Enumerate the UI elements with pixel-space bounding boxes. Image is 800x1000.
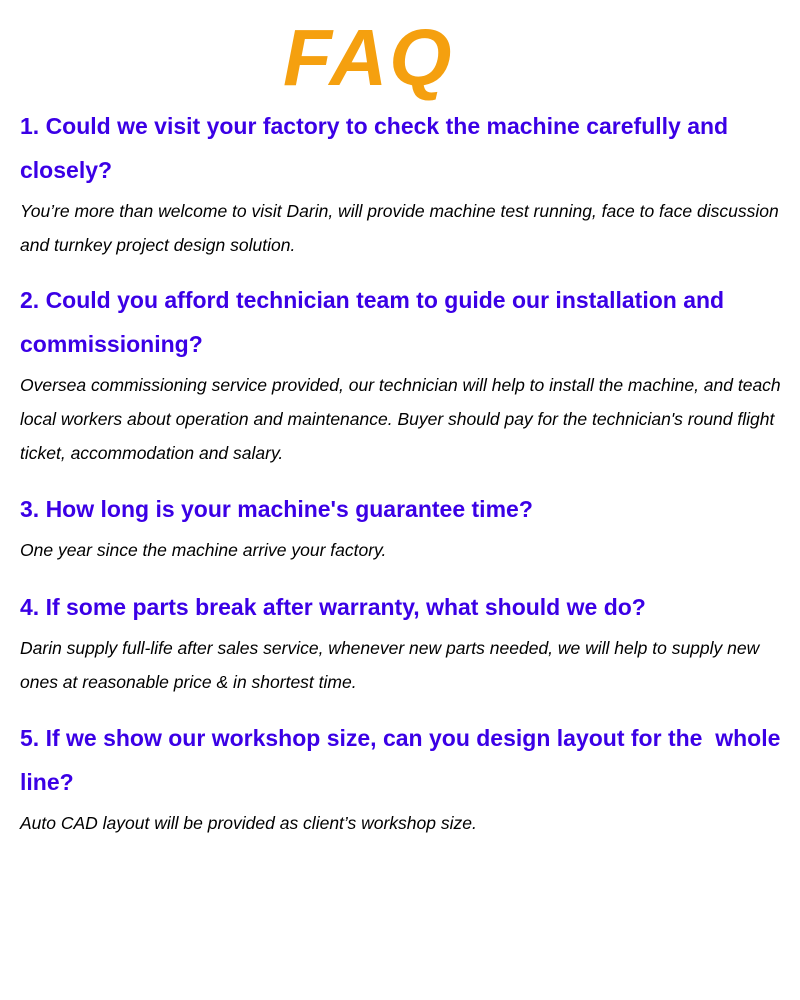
faq-answer-1: You’re more than welcome to visit Darin, will provide machine test running, face to face discussion and turnkey project design solution. bbox=[20, 201, 779, 255]
faq-answer-5: Auto CAD layout will be provided as client’s workshop size. bbox=[20, 813, 477, 833]
faq-answer-3: One year since the machine arrive your factory. bbox=[20, 540, 387, 560]
faq-question-2: 2. Could you afford technician team to guide our installation and commissioning? bbox=[20, 287, 737, 357]
faq-item-1 bbox=[20, 104, 795, 262]
faq-item-3 bbox=[20, 487, 795, 567]
faq-question-4: 4. If some parts break after warranty, what should we do? bbox=[20, 594, 646, 620]
faq-item-5 bbox=[20, 716, 795, 840]
faq-question-5: 5. If we show our workshop size, can you design layout for the whole line? bbox=[20, 725, 787, 795]
faq-question-3: 3. How long is your machine's guarantee time? bbox=[20, 496, 533, 522]
faq-item-2 bbox=[20, 278, 795, 470]
faq-item-4 bbox=[20, 585, 795, 699]
faq-answer-4: Darin supply full-life after sales service, whenever new parts needed, we will help to supply new ones at reasonable price & in shortest time. bbox=[20, 638, 760, 692]
faq-question-1: 1. Could we visit your factory to check the machine carefully and closely? bbox=[20, 113, 735, 183]
page-title: FAQ bbox=[283, 13, 454, 102]
faq-answer-2: Oversea commissioning service provided, our technician will help to install the machine, and teach local workers about operation and maintenance. Buyer should pay for the technician's round flight ticket, accommodation and salary. bbox=[20, 375, 781, 463]
